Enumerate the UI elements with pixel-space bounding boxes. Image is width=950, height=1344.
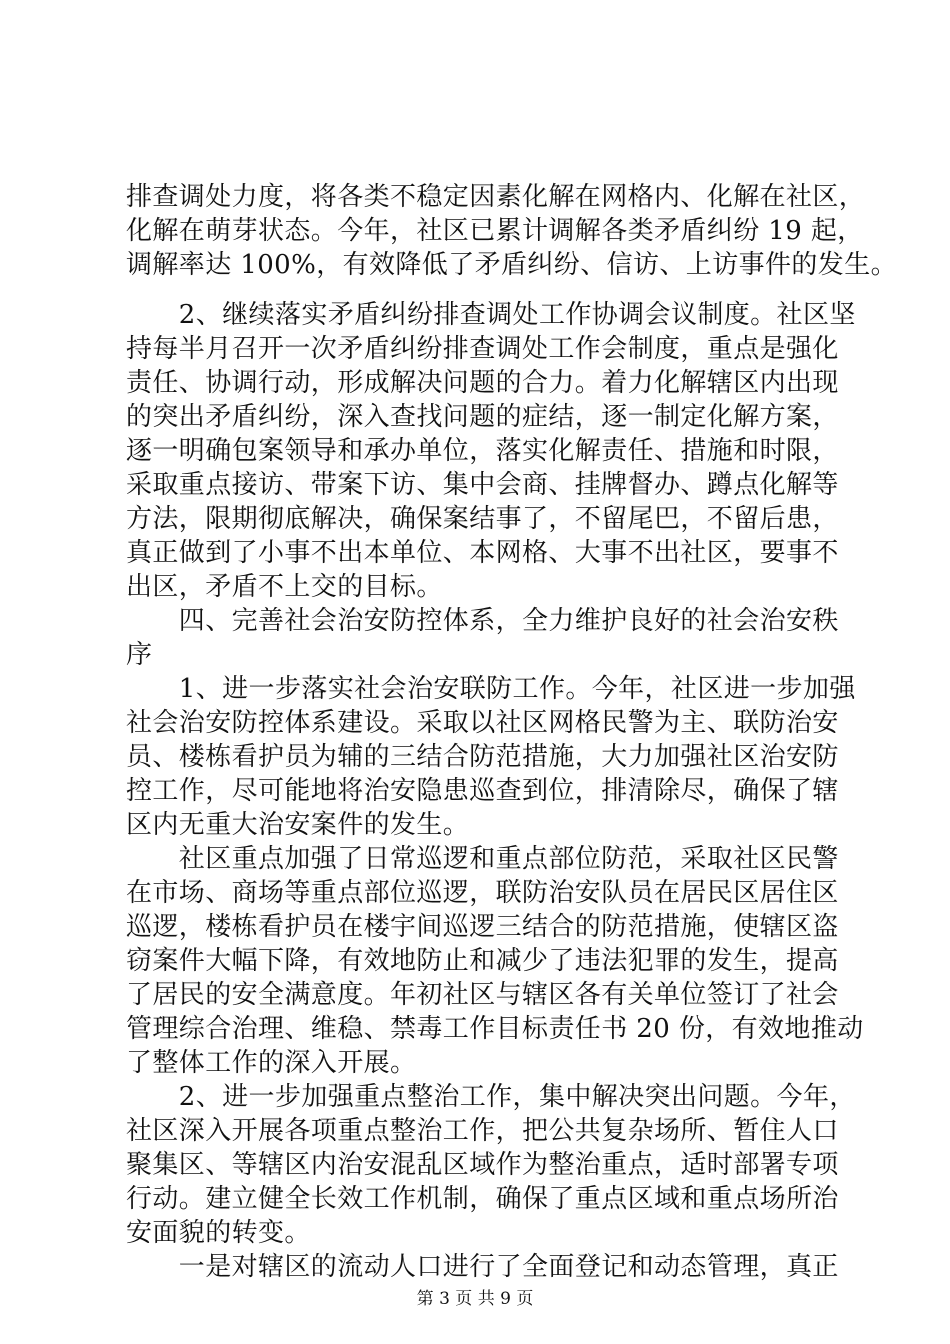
section-heading: 四、完善社会治安防控体系，全力维护良好的社会治安秩	[126, 606, 839, 636]
text-line: 区内无重大治安案件的发生。	[126, 810, 470, 840]
text-line: 真正做到了小事不出本单位、本网格、大事不出社区，要事不	[126, 538, 839, 568]
text-line: 窃案件大幅下降，有效地防止和减少了违法犯罪的发生，提高	[126, 946, 839, 976]
section-heading: 序	[126, 640, 153, 670]
text-line: 责任、协调行动，形成解决问题的合力。着力化解辖区内出现	[126, 368, 839, 398]
text-line: 的突出矛盾纠纷，深入查找问题的症结，逐一制定化解方案，	[126, 402, 839, 432]
text-line: 调解率达 100%，有效降低了矛盾纠纷、信访、上访事件的发生。	[126, 250, 897, 280]
text-line: 员、楼栋看护员为辅的三结合防范措施，大力加强社区治安防	[126, 742, 839, 772]
text-line: 管理综合治理、维稳、禁毒工作目标责任书 20 份，有效地推动	[126, 1014, 864, 1044]
page-number-footer: 第 3 页 共 9 页	[416, 1289, 534, 1309]
text-line: 2、继续落实矛盾纠纷排查调处工作协调会议制度。社区坚	[126, 300, 856, 330]
text-line: 化解在萌芽状态。今年，社区已累计调解各类矛盾纠纷 19 起，	[126, 216, 864, 246]
text-line: 1、进一步落实社会治安联防工作。今年，社区进一步加强	[126, 674, 856, 704]
text-line: 巡逻，楼栋看护员在楼宇间巡逻三结合的防范措施，使辖区盗	[126, 912, 839, 942]
text-line: 一是对辖区的流动人口进行了全面登记和动态管理，真正	[126, 1252, 839, 1282]
text-line: 安面貌的转变。	[126, 1218, 311, 1248]
text-line: 逐一明确包案领导和承办单位，落实化解责任、措施和时限，	[126, 436, 839, 466]
text-line: 控工作，尽可能地将治安隐患巡查到位，排清除尽，确保了辖	[126, 776, 839, 806]
text-line: 社区深入开展各项重点整治工作，把公共复杂场所、暂住人口	[126, 1116, 839, 1146]
text-line: 2、进一步加强重点整治工作，集中解决突出问题。今年，	[126, 1082, 856, 1112]
text-line: 聚集区、等辖区内治安混乱区域作为整治重点，适时部署专项	[126, 1150, 839, 1180]
text-line: 方法，限期彻底解决，确保案结事了，不留尾巴，不留后患，	[126, 504, 839, 534]
text-line: 出区，矛盾不上交的目标。	[126, 572, 443, 602]
text-line: 了整体工作的深入开展。	[126, 1048, 417, 1078]
text-line: 排查调处力度，将各类不稳定因素化解在网格内、化解在社区，	[126, 182, 866, 212]
text-line: 社会治安防控体系建设。采取以社区网格民警为主、联防治安	[126, 708, 839, 738]
text-line: 社区重点加强了日常巡逻和重点部位防范，采取社区民警	[126, 844, 839, 874]
text-line: 行动。建立健全长效工作机制，确保了重点区域和重点场所治	[126, 1184, 839, 1214]
text-line: 了居民的安全满意度。年初社区与辖区各有关单位签订了社会	[126, 980, 839, 1010]
text-line: 持每半月召开一次矛盾纠纷排查调处工作会制度，重点是强化	[126, 334, 839, 364]
text-line: 在市场、商场等重点部位巡逻，联防治安队员在居民区居住区	[126, 878, 839, 908]
text-line: 采取重点接访、带案下访、集中会商、挂牌督办、蹲点化解等	[126, 470, 839, 500]
